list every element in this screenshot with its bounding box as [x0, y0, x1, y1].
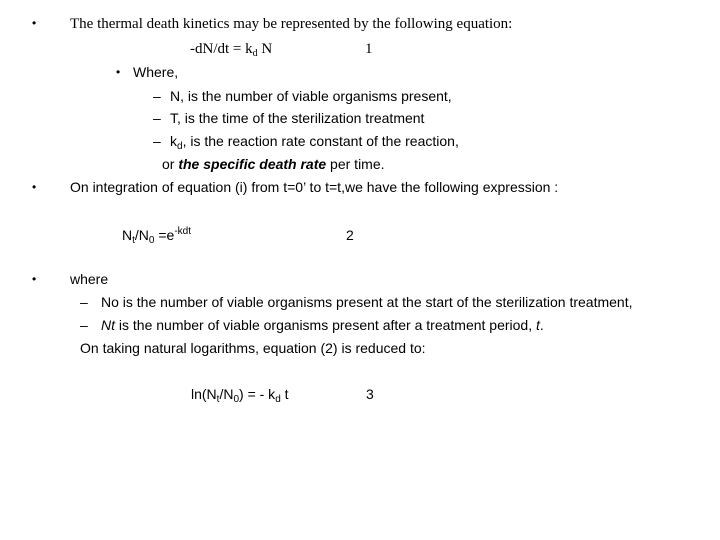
where-label-2: where [70, 271, 109, 287]
bullet-marker: • [32, 180, 37, 194]
equation-1: $-dN/dt = k_d$ N [190, 41, 273, 59]
dash-marker: – [153, 110, 161, 126]
definition-kd: $k_d$, is the reaction rate constant of the reaction, [170, 133, 459, 152]
equation-2-number: 2 [346, 227, 354, 243]
dash-marker: – [153, 133, 161, 149]
definition-continuation: or the specific death rate per time. [162, 156, 385, 172]
sub-bullet-marker: • [116, 65, 121, 79]
equation-3: $\ln(N_t/N_0)$ = - $k_d$ t [191, 386, 289, 405]
equation-2: $N_t/N_0 =e^{-kdt}$ [122, 226, 191, 246]
dash-marker: – [80, 317, 88, 333]
intro-text: The thermal death kinetics may be represented by the following equation: [70, 16, 513, 32]
log-text: On taking natural logarithms, equation (2) is reduced to: [80, 340, 426, 356]
definition-t: T, is the time of the sterilization treatment [170, 110, 425, 126]
equation-1-number: 1 [365, 41, 373, 57]
definition-no: No is the number of viable organisms present at the start of the sterilization treatment, [101, 294, 633, 310]
definition-n: N, is the number of viable organisms present, [170, 88, 452, 104]
equation-3-number: 3 [366, 386, 374, 402]
integration-text: On integration of equation (i) from t=0’ to t=t,we have the following expression : [70, 179, 559, 195]
bullet-marker: • [32, 16, 37, 30]
dash-marker: – [80, 294, 88, 310]
bullet-marker: • [32, 272, 37, 286]
dash-marker: – [153, 88, 161, 104]
where-label: Where, [133, 64, 179, 80]
definition-nt: Nt is the number of viable organisms present after a treatment period, t. [101, 317, 544, 333]
